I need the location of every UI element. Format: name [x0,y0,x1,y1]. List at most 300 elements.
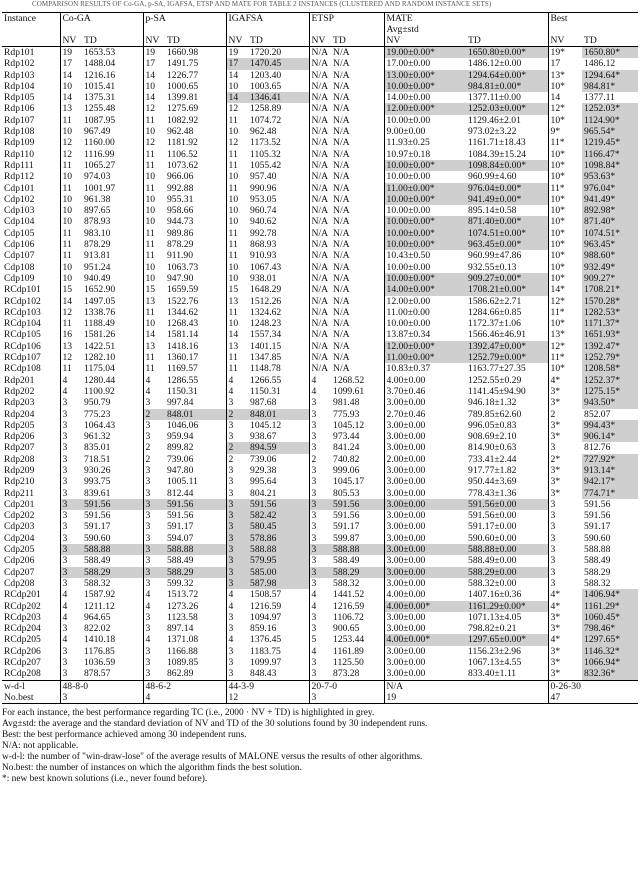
nv-cell: 11.93±0.25 [384,137,466,148]
header-best: Best [548,13,638,25]
td-cell: 1491.75 [167,58,199,70]
header-p-sa: p-SA [143,13,226,25]
nv-cell: N/A [309,307,331,318]
nv-cell: 3 [548,499,582,510]
td-cell: 1084.39±15.24 [468,148,527,160]
td-cell: 973.44 [333,431,360,443]
td-cell: 591.56 [84,510,111,522]
summary-row [2,680,638,692]
instance-cell: Rdp107 [4,114,35,126]
td-cell: 1099.97 [250,657,282,669]
td-cell: 913.81 [84,250,111,262]
nv-cell: 10 [226,216,248,227]
td-cell: 1441.52 [333,589,365,601]
instance-cell: Cdp201 [4,498,35,510]
td-cell: 1587.92 [84,589,116,601]
td-cell: 727.92* [582,454,638,465]
nv-cell: 14 [226,70,248,81]
instance-cell: Rdp101 [2,47,60,59]
td-cell: 976.04* [582,183,638,194]
td-cell: 951.24 [84,261,111,273]
nv-cell: 12* [548,341,582,352]
td-cell: 1160.00 [84,137,115,149]
td-cell: 798.82±0.21 [468,623,517,635]
nv-cell: 10.00±0.00 [384,205,466,216]
td-cell: 1073.62 [167,159,199,171]
nv-cell: 16 [60,329,82,340]
td-cell: 1087.95 [84,114,116,126]
nv-cell: 10 [226,205,248,216]
td-cell: 591.56 [82,499,143,510]
td-cell: 962.48 [250,126,277,138]
td-cell: 1211.12 [84,600,115,612]
td-cell: N/A [333,148,350,160]
td-cell: 1522.76 [167,295,199,307]
nv-cell: N/A [309,250,331,261]
td-cell: 895.14±0.58 [468,205,517,217]
td-cell: 1094.97 [250,611,282,623]
nv-cell: 3.00±0.00 [384,646,466,657]
td-cell: 990.96 [250,182,277,194]
td-cell: 1098.84* [582,160,638,171]
nv-cell: 3 [60,454,82,465]
nv-cell: 10 [226,171,248,182]
instance-cell: RCdp203 [4,611,41,623]
nv-cell: N/A [309,205,331,216]
nv-cell: 19 [226,47,248,59]
td-cell: 899.82 [167,442,194,454]
td-cell: 953.63* [582,171,638,182]
td-cell: 587.98 [248,578,309,589]
td-cell: 938.01 [250,272,277,284]
nv-cell: N/A [309,70,331,81]
td-cell: 804.21 [250,487,277,499]
td-cell: 868.93 [250,239,277,251]
td-cell: 1036.59 [84,657,116,669]
nv-cell: 12 [226,137,248,148]
nv-cell: 3 [226,488,248,499]
td-cell: 1150.31 [250,385,281,397]
table-row [2,228,638,239]
nv-cell: 4 [309,601,331,612]
td-cell: 1268.43 [167,318,199,330]
nv-cell: N/A [309,160,331,171]
header-nv: NV [226,35,248,47]
td-cell: 591.56 [167,510,194,522]
nv-cell: 10* [548,216,582,227]
td-cell: 774.71* [582,488,638,499]
td-cell: 1172.37±1.06 [468,318,521,330]
td-cell: 953.05 [250,193,277,205]
nv-cell: 10 [143,273,165,284]
summary-cell: N/A [384,680,548,692]
nv-cell: 3 [309,465,331,476]
instance-cell: Rdp105 [4,92,35,104]
nv-cell: 11 [143,239,165,250]
nv-cell: 3 [548,578,582,589]
instance-cell: Rdp203 [4,397,35,409]
td-cell: 994.43* [582,420,638,431]
table-row [2,216,638,227]
td-cell: 950.44±3.69 [468,476,517,488]
instance-cell: RCdp201 [4,589,41,601]
td-cell: 1188.49 [84,318,115,330]
td-cell: 943.50* [582,397,638,408]
td-cell: 996.05±0.83 [468,419,517,431]
td-cell: 1055.42 [250,159,282,171]
td-cell: 1660.98 [165,47,226,59]
nv-cell: 3* [548,386,582,397]
td-cell: 1275.15* [582,386,638,397]
instance-cell: Rdp108 [4,126,35,138]
nv-cell: 10.00±0.00 [384,262,466,273]
nv-cell: 10* [548,171,582,182]
table-row [2,92,638,103]
nv-cell: 11 [60,318,82,329]
td-cell: 862.89 [167,668,194,680]
td-cell: 947.90 [167,272,194,284]
nv-cell: 14 [60,296,82,307]
td-cell: 1258.89 [250,103,282,115]
td-cell: 798.46* [582,623,638,634]
nv-cell: 10 [143,81,165,92]
nv-cell: 3 [60,533,82,544]
nv-cell: 19* [548,47,582,59]
instance-cell: Cdp101 [4,182,35,194]
nv-cell: 3 [143,578,165,589]
td-cell: 1219.45* [582,137,638,148]
nv-cell: 4* [548,601,582,612]
td-cell: 1360.17 [167,352,199,364]
summary-cell: 48-6-2 [143,680,226,692]
nv-cell: 3 [309,668,331,680]
nv-cell: 10* [548,273,582,284]
td-cell: 976.04±0.00* [466,183,548,194]
td-cell: 929.38 [250,464,277,476]
nv-cell: 3 [143,465,165,476]
results-table [2,12,638,704]
td-cell: 930.26 [84,464,111,476]
table-row [2,183,638,194]
nv-cell: 3 [226,521,248,532]
td-cell: 591.56 [584,510,611,522]
td-cell: 1065.27 [84,159,116,171]
td-cell: 1125.50 [333,657,364,669]
td-cell: 1252.79±0.00* [466,352,548,363]
table-row [2,341,638,352]
nv-cell: N/A [309,126,331,137]
table-row [2,363,638,374]
nv-cell: 11* [548,137,582,148]
nv-cell: 11* [548,307,582,318]
td-cell: 839.61 [84,487,111,499]
nv-cell: 3 [226,623,248,634]
td-cell: 591.56±0.00 [468,510,517,522]
nv-cell: 13 [60,103,82,114]
nv-cell: 10 [226,318,248,329]
td-cell: N/A [333,126,350,138]
nv-cell: 10 [143,126,165,137]
nv-cell: 10* [548,149,582,160]
td-cell: 1163.77±27.35 [468,363,526,375]
instance-cell: RCdp102 [4,295,41,307]
td-cell: N/A [333,193,350,205]
td-cell: 1470.45 [248,58,309,69]
td-cell: N/A [333,284,350,296]
table-summary [2,680,638,704]
td-cell: 590.60 [584,532,611,544]
td-cell: 1652.90 [84,284,116,296]
table-row [2,239,638,250]
nv-cell: 10.00±0.00* [384,194,466,205]
instance-cell: Rdp207 [4,442,35,454]
nv-cell: N/A [309,296,331,307]
td-cell: 1171.37* [582,318,638,329]
nv-cell: 3 [548,555,582,566]
nv-cell: 11 [60,183,82,194]
td-cell: 1708.21* [582,284,638,295]
nv-cell: 11 [60,228,82,239]
td-cell: 1294.64±0.00* [466,70,548,81]
td-cell: 908.69±2.10 [468,431,517,443]
nv-cell: 10 [226,81,248,92]
nv-cell: 4* [548,634,582,645]
td-cell: 1203.40 [250,69,282,81]
instance-cell: Rdp111 [4,159,34,171]
nv-cell: 15 [143,284,165,295]
nv-cell: N/A [309,58,331,69]
table-row [2,646,638,657]
td-cell: 588.49 [167,555,194,567]
td-cell: 1650.80±0.00* [466,47,548,59]
td-cell: 981.48 [333,397,360,409]
td-cell: 897.14 [167,623,194,635]
td-cell: 1371.08 [167,634,199,646]
nv-cell: 12 [226,103,248,114]
nv-cell: 15 [226,284,248,295]
td-cell: 974.03 [84,171,111,183]
table-row [2,386,638,397]
td-cell: 873.28 [333,668,360,680]
nv-cell: 3* [548,623,582,634]
td-cell: 1216.59 [333,600,365,612]
td-cell: 1399.81 [167,92,199,104]
td-cell: 940.62 [250,216,277,228]
nv-cell: 12 [60,307,82,318]
nv-cell: 2 [548,409,582,420]
td-cell: 591.56 [331,499,384,510]
summary-cell: 3 [309,692,384,704]
instance-cell: Rdp201 [4,374,35,386]
td-cell: 1003.65 [250,80,282,92]
nv-cell: 3 [226,657,248,668]
td-cell: 1161.29* [582,601,638,612]
instance-cell: Cdp203 [4,521,35,533]
instance-cell: Rdp202 [4,385,35,397]
nv-cell: 3.00±0.00 [384,555,466,566]
nv-cell: 3* [548,612,582,623]
header-co-ga: Co-GA [60,13,143,25]
nv-cell: 3 [548,521,582,532]
nv-cell: 13 [143,296,165,307]
nv-cell: 3 [226,431,248,442]
table-row [2,488,638,499]
nv-cell: 3 [309,578,331,589]
table-row [2,329,638,340]
nv-cell: 3 [60,488,82,499]
nv-cell: 17 [226,58,248,69]
nv-cell: 3 [60,567,82,578]
instance-cell: Cdp108 [4,261,35,273]
header-nv: NV [548,35,582,47]
nv-cell: 3 [60,521,82,532]
nv-cell: 3.00±0.00 [384,623,466,634]
td-cell: 960.99±47.86 [468,250,522,262]
instance-cell: RCdp105 [4,329,41,341]
nv-cell: 3 [143,431,165,442]
instance-cell: Cdp208 [4,577,35,589]
td-cell: 591.56 [333,510,360,522]
table-row [2,307,638,318]
nv-cell: 3 [143,623,165,634]
nv-cell: N/A [309,115,331,126]
td-cell: 1252.03* [582,103,638,114]
table-row [2,375,638,386]
td-cell: 897.65 [84,205,111,217]
table-row [2,273,638,284]
nv-cell: 17 [60,58,82,69]
td-cell: 590.60±0.00 [468,532,517,544]
nv-cell: 3* [548,420,582,431]
td-cell: 1252.37* [582,375,638,386]
header-td: TD [468,35,481,46]
td-cell: 1067.43 [250,261,282,273]
nv-cell: 4 [309,386,331,397]
td-cell: 805.53 [333,487,360,499]
td-cell: 1166.88 [167,645,198,657]
td-cell: 1123.58 [167,611,198,623]
nv-cell: 3 [226,420,248,431]
td-cell: 822.02 [84,623,111,635]
td-cell: 1653.53 [82,47,143,59]
td-cell: 1248.23 [250,318,282,330]
nv-cell: 11.00±0.00 [384,307,466,318]
td-cell: 1074.72 [250,114,282,126]
td-cell: 1650.80* [582,47,638,59]
nv-cell: 10 [143,205,165,216]
nv-cell: 11 [143,228,165,239]
instance-cell: RCdp202 [4,600,41,612]
nv-cell: 10 [60,273,82,284]
nv-cell: N/A [309,183,331,194]
instance-cell: Rdp103 [4,69,35,81]
instance-cell: Rdp205 [4,419,35,431]
td-cell: N/A [333,250,350,262]
td-cell: 588.32 [584,577,611,589]
td-cell: 852.07 [584,408,611,420]
td-cell: 1099.61 [333,385,365,397]
nv-cell: 4 [143,375,165,386]
nv-cell: 3 [60,578,82,589]
td-cell: 775.93 [333,408,360,420]
nv-cell: 11 [226,115,248,126]
nv-cell: 10 [143,262,165,273]
nv-cell: N/A [309,81,331,92]
td-cell: 1045.12 [333,419,365,431]
instance-cell: Rdp208 [4,453,35,465]
td-cell: 941.49* [582,194,638,205]
td-cell: 1346.41 [248,92,309,103]
nv-cell: 10.00±0.00* [384,273,466,284]
td-cell: 1406.94* [582,589,638,600]
nv-cell: 3 [309,521,331,532]
nv-cell: 10* [548,205,582,216]
instance-cell: Rdp102 [4,58,35,70]
nv-cell: 4 [60,386,82,397]
header-nv: NV [384,35,466,47]
table-row [2,318,638,329]
td-cell: N/A [333,239,350,251]
td-cell: 984.81±0.00* [466,81,548,92]
nv-cell: N/A [309,228,331,239]
td-cell: 960.74 [250,205,277,217]
td-cell: 1275.69 [167,103,199,115]
nv-cell: 3 [143,657,165,668]
nv-cell: 10* [548,228,582,239]
nv-cell: 2 [226,454,248,465]
nv-cell: 3 [60,668,82,680]
nv-cell: 11 [60,250,82,261]
nv-cell: 12 [60,149,82,160]
td-cell: 582.42 [248,510,309,521]
nv-cell: N/A [309,341,331,352]
td-cell: 1116.99 [84,148,115,160]
td-cell: N/A [333,261,350,273]
nv-cell: 3 [226,555,248,566]
nv-cell: 2 [226,409,248,420]
nv-cell: 3 [226,465,248,476]
header-td: TD [84,35,97,46]
td-cell: 588.29 [584,566,611,578]
td-cell: 812.44 [167,487,194,499]
nv-cell: 2 [309,454,331,465]
td-cell: 1581.14 [167,329,199,341]
instance-cell: Cdp204 [4,532,35,544]
td-cell: 599.87 [333,532,360,544]
table-row [2,409,638,420]
nv-cell: N/A [309,318,331,329]
nv-cell: 12.00±0.00* [384,103,466,114]
td-cell: 1497.05 [84,295,116,307]
nv-cell: 3.00±0.00 [384,465,466,476]
td-cell: 1392.47±0.00* [466,341,548,352]
td-cell: 1183.75 [250,645,281,657]
td-cell: 947.80 [167,464,194,476]
nv-cell: 12 [60,137,82,148]
nv-cell: 10.00±0.00* [384,160,466,171]
nv-cell: 2.00±0.00 [384,454,466,465]
nv-cell: 3 [143,533,165,544]
table-row [2,262,638,273]
td-cell: 1161.71±18.43 [468,137,526,149]
td-cell: 588.29 [331,567,384,578]
td-cell: 955.31 [167,193,194,205]
td-cell: N/A [333,114,350,126]
nv-cell: 3.00±0.00 [384,521,466,532]
nv-cell: 12.00±0.00* [384,341,466,352]
td-cell: 588.49 [584,555,611,567]
td-cell: 1422.51 [84,340,116,352]
